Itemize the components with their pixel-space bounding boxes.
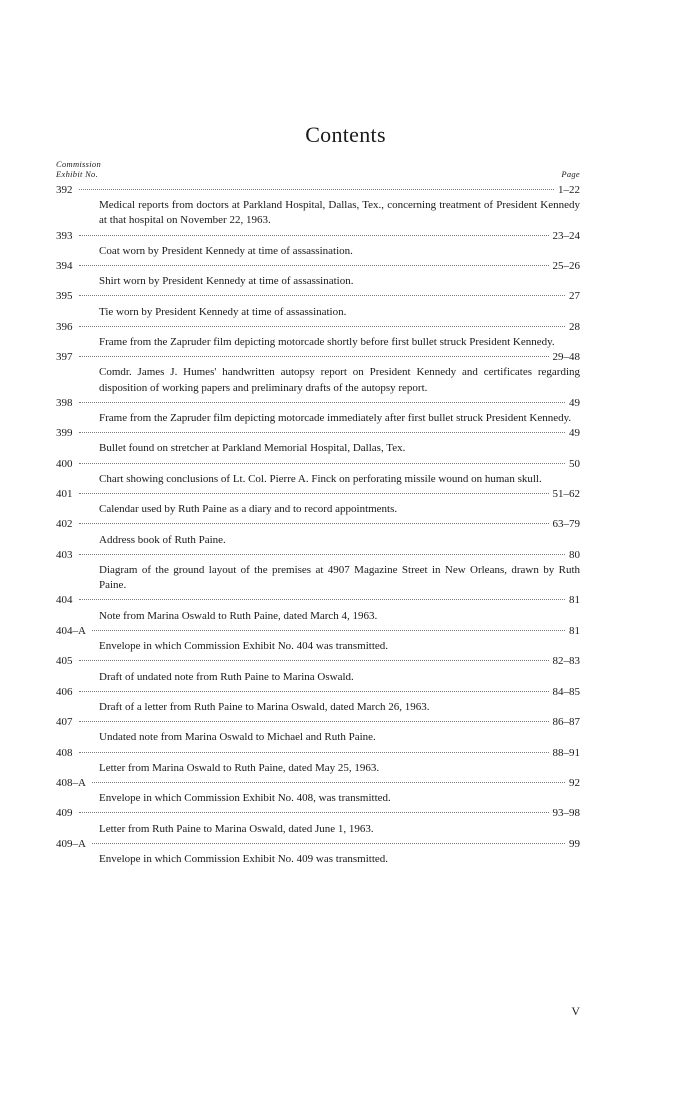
dot-leader bbox=[79, 402, 566, 403]
page-reference: 49 bbox=[569, 396, 580, 409]
page-reference: 84–85 bbox=[552, 685, 580, 698]
entry-number-row bbox=[56, 654, 580, 669]
page-reference: 1–22 bbox=[558, 184, 580, 196]
exhibit-number: 408 bbox=[56, 746, 73, 759]
dot-leader bbox=[79, 265, 549, 266]
exhibit-column-header bbox=[56, 159, 101, 179]
entry-number-row bbox=[56, 806, 580, 821]
page-folio: V bbox=[571, 1004, 580, 1018]
exhibit-number: 409–A bbox=[56, 837, 86, 850]
entry-number-row bbox=[56, 548, 580, 563]
dot-leader bbox=[79, 599, 566, 600]
exhibit-number: 403 bbox=[56, 548, 73, 561]
contents-entry bbox=[56, 350, 580, 396]
entry-number-row bbox=[56, 320, 580, 335]
entry-number-row bbox=[56, 350, 580, 365]
contents-entry bbox=[56, 715, 580, 745]
entry-number-row bbox=[56, 426, 580, 441]
dot-leader bbox=[79, 235, 549, 236]
page-reference: 93–98 bbox=[552, 807, 580, 820]
dot-leader bbox=[92, 630, 565, 631]
exhibit-description: Bullet found on stretcher at Parkland Memorial Hospital, Dallas, Tex. bbox=[99, 442, 406, 455]
contents-entry bbox=[56, 396, 580, 426]
exhibit-description: Chart showing conclusions of Lt. Col. Pierre A. Finck on perforating missile wound on human skull. bbox=[99, 472, 542, 485]
page-reference: 28 bbox=[569, 320, 580, 333]
entry-number-row bbox=[56, 259, 580, 274]
page-reference: 25–26 bbox=[552, 260, 580, 273]
page-reference: 23–24 bbox=[552, 229, 580, 242]
exhibit-description: Envelope in which Commission Exhibit No. 409 was transmitted. bbox=[99, 852, 389, 865]
exhibit-description: Comdr. James J. Humes' handwritten autopsy report on President Kennedy and certificates regarding disposition of working papers and preliminary drafts of the autopsy report. bbox=[99, 366, 580, 394]
entry-number-row bbox=[56, 776, 580, 791]
exhibit-description: Letter from Ruth Paine to Marina Oswald, dated June 1, 1963. bbox=[99, 822, 374, 835]
exhibit-description: Frame from the Zapruder film depicting motorcade shortly before first bullet struck President Kennedy. bbox=[99, 336, 555, 349]
exhibit-description: Envelope in which Commission Exhibit No. 408, was transmitted. bbox=[99, 792, 391, 805]
dot-leader bbox=[79, 295, 566, 296]
dot-leader bbox=[79, 432, 566, 433]
dot-leader bbox=[79, 326, 566, 327]
dot-leader bbox=[79, 752, 549, 753]
exhibit-header-line1: Commission bbox=[56, 159, 102, 169]
contents-entry bbox=[56, 487, 580, 517]
entry-number-row bbox=[56, 837, 580, 852]
exhibit-number: 392 bbox=[56, 184, 73, 196]
exhibit-number: 404–A bbox=[56, 624, 86, 637]
dot-leader bbox=[79, 463, 566, 464]
dot-leader bbox=[92, 782, 565, 783]
dot-leader bbox=[79, 189, 555, 190]
contents-entry bbox=[56, 837, 580, 867]
contents-entry bbox=[56, 746, 580, 776]
page-column-header: Page bbox=[561, 169, 580, 179]
dot-leader bbox=[79, 356, 549, 357]
page-reference: 88–91 bbox=[552, 746, 580, 759]
page-reference: 99 bbox=[569, 837, 580, 850]
exhibit-description: Letter from Marina Oswald to Ruth Paine, dated May 25, 1963. bbox=[99, 761, 380, 774]
dot-leader bbox=[79, 812, 549, 813]
page-reference: 51–62 bbox=[552, 488, 580, 501]
page-title: Contents bbox=[305, 122, 386, 147]
contents-entry bbox=[56, 457, 580, 487]
entry-number-row bbox=[56, 487, 580, 502]
exhibit-description: Draft of a letter from Ruth Paine to Marina Oswald, dated March 26, 1963. bbox=[99, 700, 430, 713]
page-reference: 86–87 bbox=[552, 716, 580, 729]
exhibit-number: 401 bbox=[56, 488, 73, 501]
exhibit-description: Shirt worn by President Kennedy at time of assassination. bbox=[99, 275, 354, 288]
exhibit-description: Medical reports from doctors at Parkland Hospital, Dallas, Tex., concerning treatment of President Kennedy at that hospital on November 22, 1963. bbox=[99, 199, 580, 227]
entry-number-row bbox=[56, 593, 580, 608]
dot-leader bbox=[92, 843, 565, 844]
contents-entry bbox=[56, 517, 580, 547]
contents-entry bbox=[56, 426, 580, 456]
contents-entry bbox=[56, 320, 580, 350]
page-reference: 63–79 bbox=[552, 518, 580, 531]
exhibit-description: Calendar used by Ruth Paine as a diary and to record appointments. bbox=[99, 503, 398, 516]
contents-entry bbox=[56, 289, 580, 319]
page-reference: 81 bbox=[569, 624, 580, 637]
exhibit-description: Envelope in which Commission Exhibit No. 404 was transmitted. bbox=[99, 640, 389, 653]
exhibit-description: Undated note from Marina Oswald to Michael and Ruth Paine. bbox=[99, 731, 376, 744]
exhibit-number: 406 bbox=[56, 685, 73, 698]
dot-leader bbox=[79, 721, 549, 722]
exhibit-description: Address book of Ruth Paine. bbox=[99, 533, 226, 546]
contents-entry bbox=[56, 624, 580, 654]
entry-number-row bbox=[56, 746, 580, 761]
entry-number-row bbox=[56, 715, 580, 730]
entry-number-row bbox=[56, 289, 580, 304]
exhibit-number: 396 bbox=[56, 320, 73, 333]
page-reference: 81 bbox=[569, 594, 580, 607]
entry-number-row bbox=[56, 685, 580, 700]
exhibit-number: 405 bbox=[56, 655, 73, 668]
entry-number-row bbox=[56, 624, 580, 639]
contents-entry bbox=[56, 229, 580, 259]
page-reference: 50 bbox=[569, 457, 580, 470]
dot-leader bbox=[79, 523, 549, 524]
exhibit-number: 393 bbox=[56, 229, 73, 242]
contents-entry bbox=[56, 685, 580, 715]
contents-entry bbox=[56, 183, 580, 229]
page-reference: 80 bbox=[569, 548, 580, 561]
exhibit-header-line2: Exhibit No. bbox=[56, 169, 99, 179]
exhibit-number: 398 bbox=[56, 396, 73, 409]
exhibit-number: 400 bbox=[56, 457, 73, 470]
contents-entry bbox=[56, 776, 580, 806]
contents-entry bbox=[56, 548, 580, 594]
exhibit-description: Frame from the Zapruder film depicting motorcade immediately after first bullet struck President Kennedy. bbox=[99, 412, 572, 425]
contents-entry bbox=[56, 654, 580, 684]
exhibit-number: 399 bbox=[56, 427, 73, 440]
contents-list bbox=[56, 183, 580, 867]
page-reference: 29–48 bbox=[552, 351, 580, 364]
contents-entry bbox=[56, 259, 580, 289]
dot-leader bbox=[79, 554, 566, 555]
page-reference: 92 bbox=[569, 776, 580, 789]
page-reference: 82–83 bbox=[552, 655, 580, 668]
dot-leader bbox=[79, 493, 549, 494]
page-reference: 27 bbox=[569, 290, 580, 303]
entry-number-row bbox=[56, 229, 580, 244]
exhibit-description: Note from Marina Oswald to Ruth Paine, dated March 4, 1963. bbox=[99, 609, 378, 622]
exhibit-number: 397 bbox=[56, 351, 73, 364]
entry-number-row bbox=[56, 183, 580, 198]
dot-leader bbox=[79, 691, 549, 692]
contents-entry bbox=[56, 593, 580, 623]
exhibit-number: 409 bbox=[56, 807, 73, 820]
exhibit-number: 394 bbox=[56, 260, 73, 273]
exhibit-number: 402 bbox=[56, 518, 73, 531]
entry-number-row bbox=[56, 457, 580, 472]
exhibit-description: Coat worn by President Kennedy at time of assassination. bbox=[99, 244, 353, 257]
contents-entry bbox=[56, 806, 580, 836]
exhibit-number: 404 bbox=[56, 594, 73, 607]
exhibit-number: 395 bbox=[56, 290, 73, 303]
exhibit-description: Draft of undated note from Ruth Paine to Marina Oswald. bbox=[99, 670, 354, 683]
exhibit-description: Diagram of the ground layout of the premises at 4907 Magazine Street in New Orleans, drawn by Ruth Paine. bbox=[99, 564, 580, 592]
exhibit-description: Tie worn by President Kennedy at time of assassination. bbox=[99, 305, 347, 318]
dot-leader bbox=[79, 660, 549, 661]
entry-number-row bbox=[56, 517, 580, 532]
exhibit-number: 408–A bbox=[56, 776, 86, 789]
entry-number-row bbox=[56, 396, 580, 411]
exhibit-number: 407 bbox=[56, 716, 73, 729]
page-reference: 49 bbox=[569, 427, 580, 440]
